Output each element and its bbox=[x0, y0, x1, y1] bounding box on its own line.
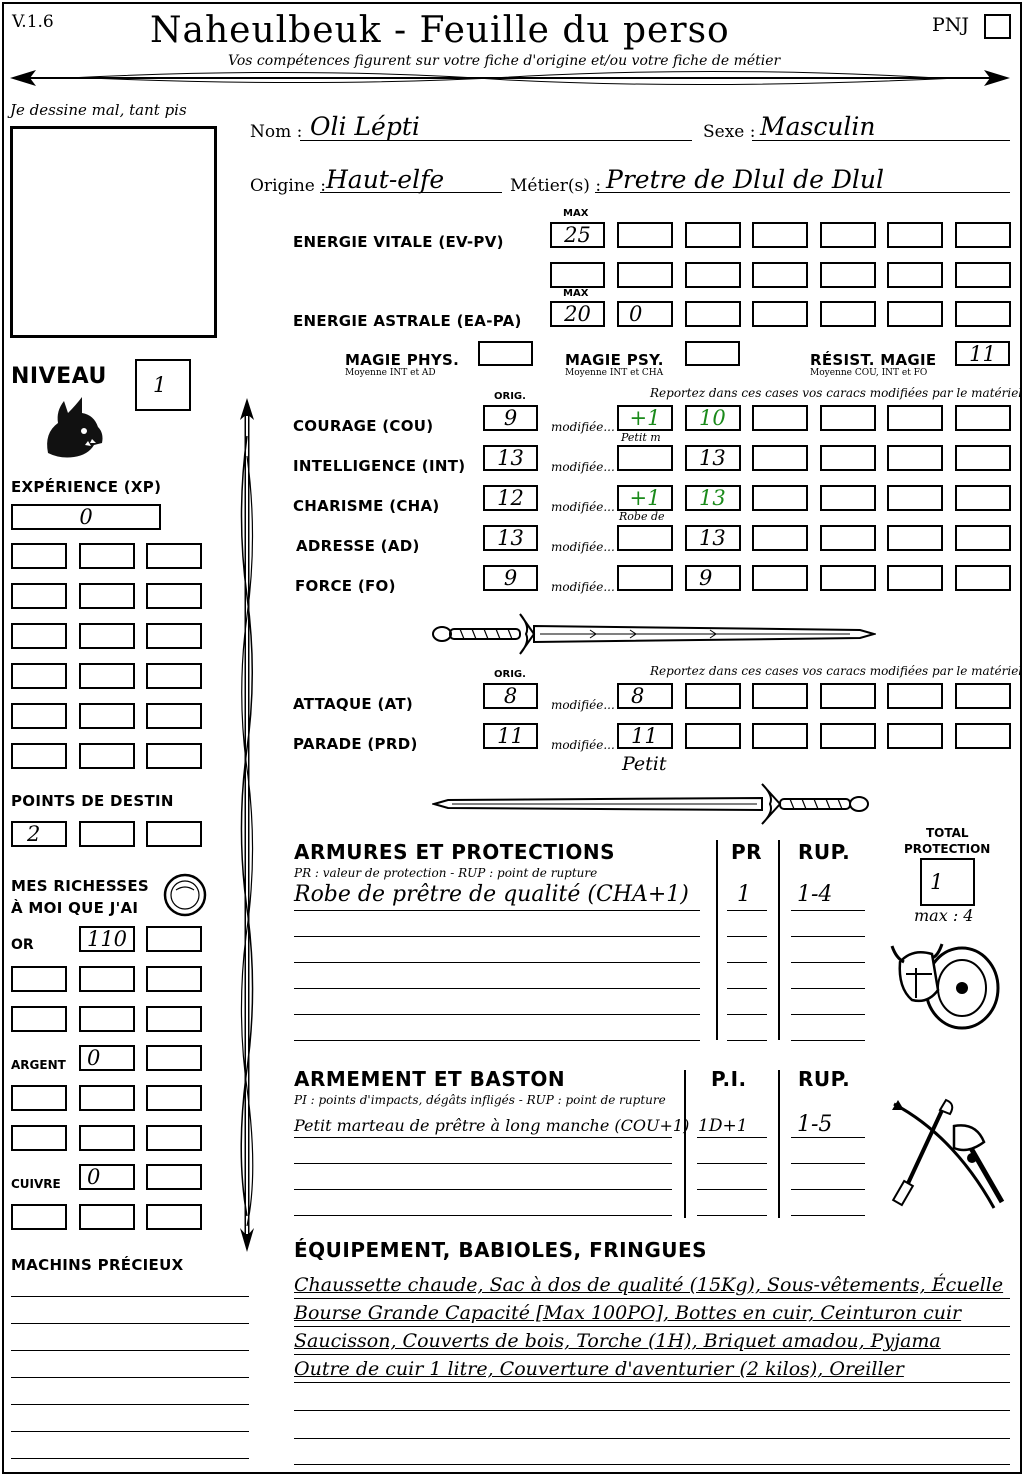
or-box[interactable] bbox=[79, 1006, 135, 1032]
ev-box[interactable] bbox=[752, 262, 808, 288]
xp-box[interactable]: 0 bbox=[11, 504, 161, 530]
stat-label: INTELLIGENCE (INT) bbox=[293, 457, 466, 475]
xp-grid-box[interactable] bbox=[146, 583, 202, 609]
equipement-line[interactable]: Saucisson, Couverts de bois, Torche (1H), Briquet amadou, Pyjama bbox=[294, 1330, 941, 1352]
parade-extra-box[interactable] bbox=[887, 723, 943, 749]
armure-rup-label: RUP. bbox=[798, 840, 851, 864]
staff-icon bbox=[232, 396, 262, 1254]
orig-label: ORIG. bbox=[494, 391, 526, 402]
attaque-extra-box[interactable] bbox=[752, 683, 808, 709]
arme-item-rup[interactable]: 1-5 bbox=[797, 1112, 833, 1137]
stat-extra-box[interactable] bbox=[752, 525, 808, 551]
ev-box[interactable] bbox=[887, 262, 943, 288]
portrait-caption: Je dessine mal, tant pis bbox=[10, 101, 187, 119]
parade-extra-box[interactable] bbox=[820, 723, 876, 749]
stat-final-box[interactable]: 13 bbox=[685, 485, 741, 511]
attaque-extra-box[interactable] bbox=[685, 683, 741, 709]
dragon-icon bbox=[38, 393, 108, 463]
ev-box[interactable] bbox=[752, 222, 808, 248]
stat-orig-box[interactable]: 12 bbox=[483, 485, 538, 511]
armement-rup-label: RUP. bbox=[798, 1067, 851, 1091]
richesses-label-1: MES RICHESSES bbox=[11, 877, 150, 895]
nom-value[interactable]: Oli Lépti bbox=[310, 112, 420, 141]
total-protection-label-1: TOTAL bbox=[926, 826, 969, 840]
armure-pr-label: PR bbox=[731, 840, 763, 864]
arme-item-name[interactable]: Petit marteau de prêtre à long manche (COU+1) bbox=[294, 1116, 690, 1135]
cuivre-box[interactable] bbox=[79, 1204, 135, 1230]
stat-extra-box[interactable] bbox=[887, 485, 943, 511]
stat-modif-label: modifiée... bbox=[551, 540, 615, 554]
ev-box[interactable] bbox=[955, 222, 1011, 248]
page-subtitle: Vos compétences figurent sur votre fiche d'origine et/ou votre fiche de métier bbox=[228, 53, 781, 69]
sword-icon bbox=[430, 612, 876, 656]
coin-icon bbox=[162, 872, 208, 918]
argent-box[interactable] bbox=[146, 1045, 202, 1071]
xp-label: EXPÉRIENCE (XP) bbox=[11, 478, 162, 496]
portrait-box[interactable] bbox=[10, 126, 217, 338]
attaque-mod-box[interactable]: 8 bbox=[617, 683, 673, 709]
destin-box[interactable]: 2 bbox=[11, 821, 67, 847]
niveau-box[interactable]: 1 bbox=[135, 359, 191, 411]
stat-modif-label: modifiée... bbox=[551, 500, 615, 514]
stat-extra-box[interactable] bbox=[887, 445, 943, 471]
magie-phys-note: Moyenne INT et AD bbox=[345, 368, 436, 378]
stat-extra-box[interactable] bbox=[752, 405, 808, 431]
stat-label: COURAGE (COU) bbox=[293, 417, 434, 435]
destin-box[interactable] bbox=[146, 821, 202, 847]
stat-extra-box[interactable] bbox=[955, 445, 1011, 471]
xp-grid-box[interactable] bbox=[146, 743, 202, 769]
stat-extra-box[interactable] bbox=[820, 445, 876, 471]
metier-label: Métier(s) : bbox=[510, 176, 602, 196]
sword-icon bbox=[432, 780, 872, 828]
xp-grid-box[interactable] bbox=[146, 623, 202, 649]
xp-grid-box[interactable] bbox=[79, 583, 135, 609]
xp-grid-box[interactable] bbox=[79, 703, 135, 729]
weapons-icon bbox=[884, 1096, 1008, 1216]
page-title: Naheulbeuk - Feuille du perso bbox=[150, 10, 730, 51]
parade-label: PARADE (PRD) bbox=[293, 735, 418, 753]
attaque-orig-box[interactable]: 8 bbox=[483, 683, 538, 709]
stat-final-box[interactable]: 13 bbox=[685, 525, 741, 551]
stat-mod-note: Petit m bbox=[621, 431, 661, 444]
pnj-checkbox[interactable] bbox=[984, 14, 1011, 39]
stat-extra-box[interactable] bbox=[887, 405, 943, 431]
parade-orig-box[interactable]: 11 bbox=[483, 723, 538, 749]
origine-value[interactable]: Haut-elfe bbox=[326, 165, 445, 194]
arme-item-pi[interactable]: 1D+1 bbox=[698, 1116, 748, 1136]
combat-note: Petit bbox=[622, 753, 667, 775]
cuivre-box[interactable] bbox=[146, 1164, 202, 1190]
stat-extra-box[interactable] bbox=[887, 525, 943, 551]
stat-extra-box[interactable] bbox=[752, 445, 808, 471]
richesses-label-2: À MOI QUE J'AI bbox=[11, 899, 139, 917]
armure-item-pr[interactable]: 1 bbox=[737, 882, 751, 907]
machins-precieux-label: MACHINS PRÉCIEUX bbox=[11, 1256, 184, 1274]
sexe-value[interactable]: Masculin bbox=[760, 112, 876, 141]
stat-mod-box[interactable]: +1 bbox=[617, 405, 673, 431]
cuivre-label: CUIVRE bbox=[11, 1177, 61, 1191]
or-box[interactable] bbox=[11, 1006, 67, 1032]
parade-extra-box[interactable] bbox=[752, 723, 808, 749]
stat-extra-box[interactable] bbox=[820, 485, 876, 511]
stat-extra-box[interactable] bbox=[887, 565, 943, 591]
armure-item-rup[interactable]: 1-4 bbox=[797, 882, 833, 907]
stat-orig-box[interactable]: 9 bbox=[483, 565, 538, 591]
stat-extra-box[interactable] bbox=[955, 405, 1011, 431]
stat-extra-box[interactable] bbox=[820, 405, 876, 431]
armures-note: PR : valeur de protection - RUP : point de rupture bbox=[294, 866, 598, 880]
cuivre-box[interactable] bbox=[11, 1204, 67, 1230]
ea-box[interactable] bbox=[752, 301, 808, 327]
magie-psy-note: Moyenne INT et CHA bbox=[565, 368, 664, 378]
armures-label: ARMURES ET PROTECTIONS bbox=[294, 840, 615, 864]
or-box[interactable] bbox=[11, 966, 67, 992]
xp-grid-box[interactable] bbox=[11, 583, 67, 609]
ev-max-label: MAX bbox=[563, 208, 589, 219]
xp-grid-box[interactable] bbox=[146, 703, 202, 729]
or-box[interactable] bbox=[146, 966, 202, 992]
resist-magie-label: RÉSIST. MAGIE bbox=[810, 351, 937, 369]
ea-max-box[interactable]: 20 bbox=[550, 301, 605, 327]
xp-grid-box[interactable] bbox=[146, 663, 202, 689]
parade-extra-box[interactable] bbox=[685, 723, 741, 749]
ev-max-box[interactable]: 25 bbox=[550, 222, 605, 248]
ev-box[interactable] bbox=[685, 222, 741, 248]
nom-label: Nom : bbox=[250, 122, 303, 142]
magie-phys-label: MAGIE PHYS. bbox=[345, 351, 460, 369]
magie-phys-box[interactable] bbox=[478, 341, 533, 366]
attaque-label: ATTAQUE (AT) bbox=[293, 695, 414, 713]
niveau-label: NIVEAU bbox=[11, 364, 107, 389]
armement-note: PI : points d'impacts, dégâts infligés - RUP : point de rupture bbox=[294, 1093, 666, 1107]
stat-final-box[interactable]: 9 bbox=[685, 565, 741, 591]
argent-box[interactable] bbox=[146, 1125, 202, 1151]
stat-orig-box[interactable]: 13 bbox=[483, 525, 538, 551]
xp-grid-box[interactable] bbox=[11, 743, 67, 769]
stat-label: ADRESSE (AD) bbox=[296, 537, 420, 555]
stat-orig-box[interactable]: 13 bbox=[483, 445, 538, 471]
spear-divider-icon bbox=[8, 66, 1012, 92]
attaque-extra-box[interactable] bbox=[820, 683, 876, 709]
stat-modif-label: modifiée... bbox=[551, 420, 615, 434]
stat-mod-box[interactable] bbox=[617, 525, 673, 551]
xp-grid-box[interactable] bbox=[79, 743, 135, 769]
ea-box[interactable] bbox=[685, 301, 741, 327]
argent-box[interactable] bbox=[146, 1085, 202, 1111]
or-box[interactable]: 110 bbox=[79, 926, 135, 952]
ev-box[interactable] bbox=[617, 262, 673, 288]
stat-extra-box[interactable] bbox=[955, 565, 1011, 591]
ea-label: ENERGIE ASTRALE (EA-PA) bbox=[293, 312, 522, 330]
equipement-label: ÉQUIPEMENT, BABIOLES, FRINGUES bbox=[294, 1238, 708, 1262]
cuivre-box[interactable]: 0 bbox=[79, 1164, 135, 1190]
cuivre-box[interactable] bbox=[146, 1204, 202, 1230]
sexe-label: Sexe : bbox=[703, 122, 756, 142]
equipement-line[interactable]: Bourse Grande Capacité [Max 100PO], Bottes en cuir, Ceinturon cuir bbox=[294, 1302, 962, 1324]
xp-grid-box[interactable] bbox=[79, 663, 135, 689]
metier-value[interactable]: Pretre de Dlul de Dlul bbox=[606, 165, 885, 194]
armure-item-name[interactable]: Robe de prêtre de qualité (CHA+1) bbox=[294, 882, 689, 907]
argent-box[interactable] bbox=[79, 1125, 135, 1151]
resist-magie-note: Moyenne COU, INT et FO bbox=[810, 368, 928, 378]
stat-extra-box[interactable] bbox=[820, 565, 876, 591]
ea-box[interactable] bbox=[887, 301, 943, 327]
total-protection-label-2: PROTECTION bbox=[904, 842, 991, 856]
stat-extra-box[interactable] bbox=[752, 565, 808, 591]
parade-extra-box[interactable] bbox=[955, 723, 1011, 749]
ea-box[interactable] bbox=[820, 301, 876, 327]
equipement-line[interactable]: Outre de cuir 1 litre, Couverture d'aventurier (2 kilos), Oreiller bbox=[294, 1358, 904, 1380]
stat-mod-note: Robe de bbox=[619, 510, 665, 523]
stat-extra-box[interactable] bbox=[955, 525, 1011, 551]
xp-grid-box[interactable] bbox=[11, 703, 67, 729]
ev-box[interactable] bbox=[685, 262, 741, 288]
ev-box[interactable] bbox=[820, 222, 876, 248]
argent-box[interactable]: 0 bbox=[79, 1045, 135, 1071]
xp-grid-box[interactable] bbox=[79, 543, 135, 569]
stat-modif-label: modifiée... bbox=[551, 460, 615, 474]
version-label: V.1.6 bbox=[12, 12, 54, 32]
or-box[interactable] bbox=[146, 926, 202, 952]
armement-pi-label: P.I. bbox=[711, 1067, 747, 1091]
equipement-line[interactable]: Chaussette chaude, Sac à dos de qualité (15Kg), Sous-vêtements, Écuelle bbox=[294, 1274, 1004, 1296]
xp-grid-box[interactable] bbox=[146, 543, 202, 569]
stat-extra-box[interactable] bbox=[820, 525, 876, 551]
or-label: OR bbox=[11, 937, 34, 953]
ev-box[interactable] bbox=[550, 262, 605, 288]
report-note: Reportez dans ces cases vos caracs modifiées par le matériel bbox=[650, 386, 1023, 400]
stat-mod-box[interactable] bbox=[617, 565, 673, 591]
origine-label: Origine : bbox=[250, 176, 326, 196]
combat-report-note: Reportez dans ces cases vos caracs modifiées par le matériel bbox=[650, 664, 1023, 678]
stat-label: CHARISME (CHA) bbox=[293, 497, 440, 515]
stat-mod-box[interactable]: +1 bbox=[617, 485, 673, 511]
magie-psy-box[interactable] bbox=[685, 341, 740, 366]
ea-current-box[interactable]: 0 bbox=[617, 301, 673, 327]
ev-box[interactable] bbox=[955, 262, 1011, 288]
ev-box[interactable] bbox=[820, 262, 876, 288]
ev-box[interactable] bbox=[887, 222, 943, 248]
pnj-label: PNJ bbox=[932, 14, 970, 36]
argent-label: ARGENT bbox=[11, 1058, 66, 1072]
stat-modif-label: modifiée... bbox=[551, 580, 615, 594]
stat-final-box[interactable]: 13 bbox=[685, 445, 741, 471]
destin-box[interactable] bbox=[79, 821, 135, 847]
stat-final-box[interactable]: 10 bbox=[685, 405, 741, 431]
total-protection-max: max : 4 bbox=[914, 906, 974, 925]
xp-grid-box[interactable] bbox=[11, 663, 67, 689]
stat-extra-box[interactable] bbox=[955, 485, 1011, 511]
attaque-extra-box[interactable] bbox=[887, 683, 943, 709]
parade-mod-box[interactable]: 11 bbox=[617, 723, 673, 749]
magie-psy-label: MAGIE PSY. bbox=[565, 351, 664, 369]
xp-grid-box[interactable] bbox=[11, 543, 67, 569]
stat-orig-box[interactable]: 9 bbox=[483, 405, 538, 431]
stat-extra-box[interactable] bbox=[752, 485, 808, 511]
helmet-shield-icon bbox=[888, 928, 1008, 1038]
xp-grid-box[interactable] bbox=[79, 623, 135, 649]
or-box[interactable] bbox=[146, 1006, 202, 1032]
total-protection-box[interactable]: 1 bbox=[920, 858, 975, 906]
ev-box[interactable] bbox=[617, 222, 673, 248]
stat-label: FORCE (FO) bbox=[295, 577, 396, 595]
xp-grid-box[interactable] bbox=[11, 623, 67, 649]
argent-box[interactable] bbox=[79, 1085, 135, 1111]
attaque-modif-label: modifiée... bbox=[551, 698, 615, 712]
armement-label: ARMEMENT ET BASTON bbox=[294, 1067, 566, 1091]
stat-mod-box[interactable] bbox=[617, 445, 673, 471]
attaque-extra-box[interactable] bbox=[955, 683, 1011, 709]
argent-box[interactable] bbox=[11, 1125, 67, 1151]
ev-label: ENERGIE VITALE (EV-PV) bbox=[293, 233, 504, 251]
resist-magie-box[interactable]: 11 bbox=[955, 341, 1010, 366]
parade-modif-label: modifiée... bbox=[551, 738, 615, 752]
argent-box[interactable] bbox=[11, 1085, 67, 1111]
ea-box[interactable] bbox=[955, 301, 1011, 327]
destin-label: POINTS DE DESTIN bbox=[11, 792, 174, 810]
combat-orig-label: ORIG. bbox=[494, 669, 526, 680]
or-box[interactable] bbox=[79, 966, 135, 992]
ea-max-label: MAX bbox=[563, 288, 589, 299]
